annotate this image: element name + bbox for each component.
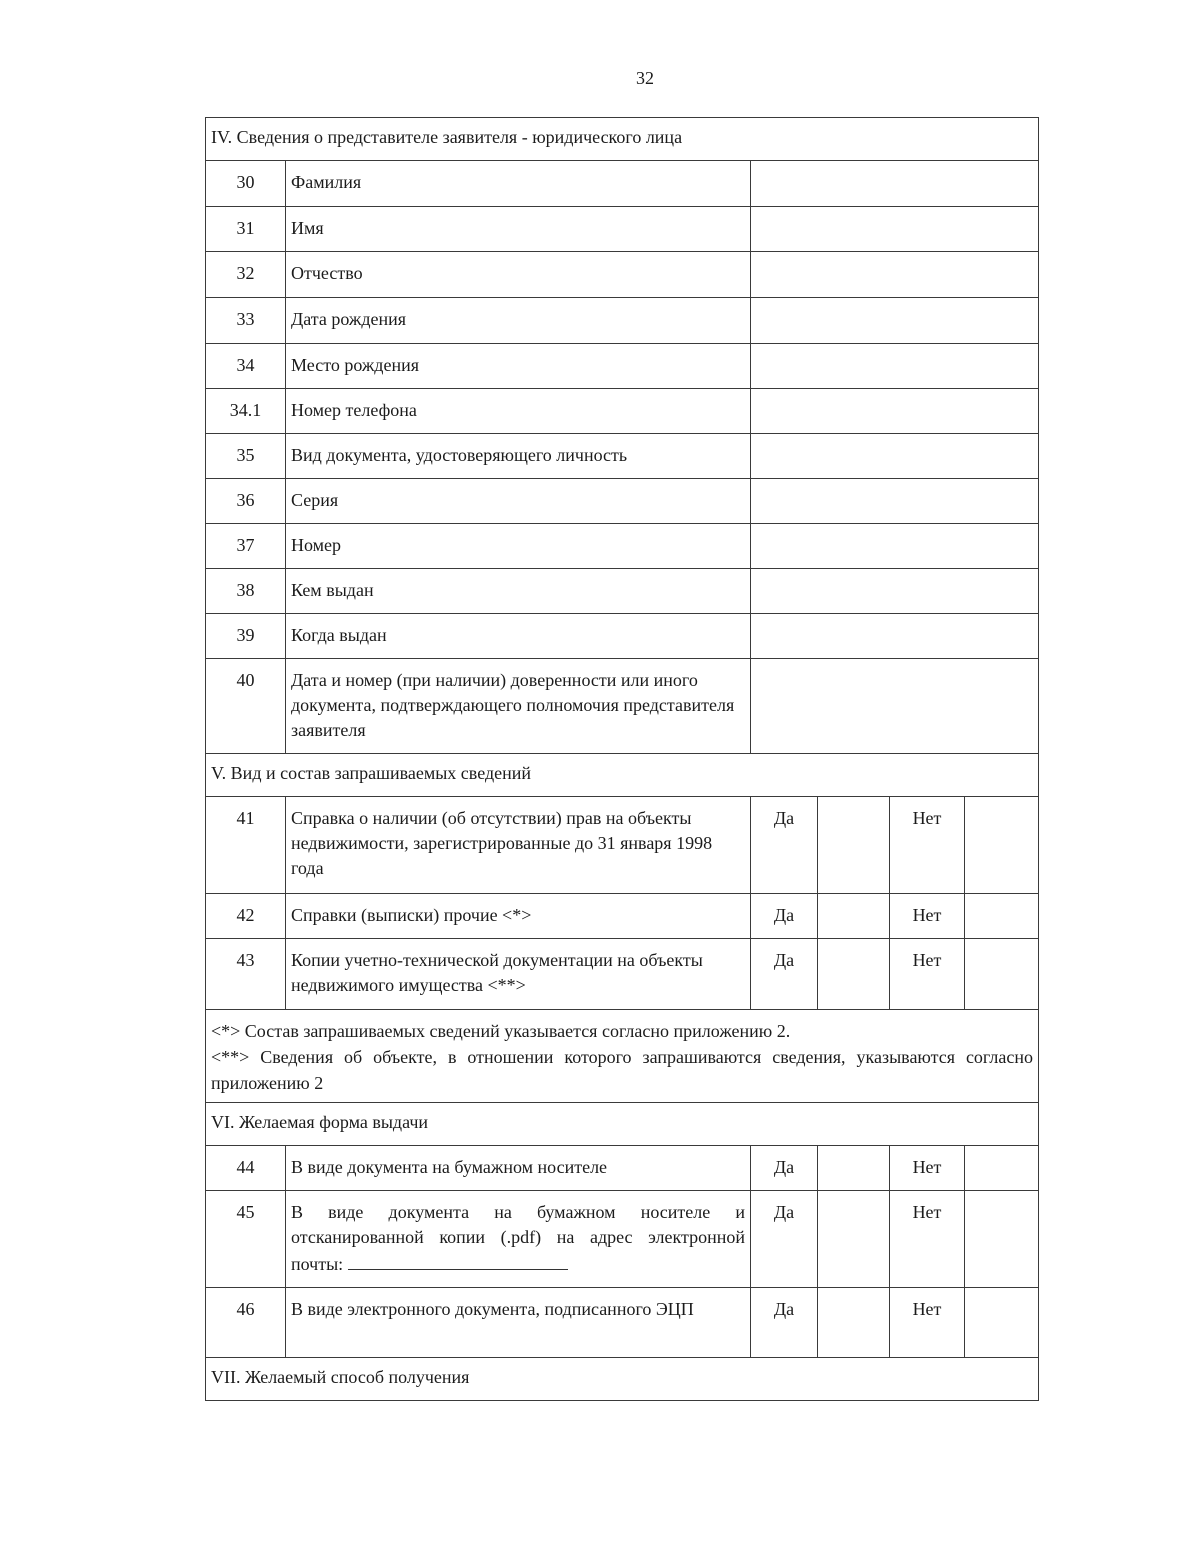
row-number: 30 xyxy=(206,161,286,207)
table-row xyxy=(206,207,1039,252)
no-label: Нет xyxy=(890,797,965,894)
yes-checkbox-cell[interactable] xyxy=(818,1191,890,1288)
yes-checkbox-cell[interactable] xyxy=(818,894,890,939)
row-label: Серия xyxy=(286,479,751,524)
value-field-series[interactable] xyxy=(751,479,1039,524)
yes-label: Да xyxy=(751,939,818,1010)
row-number: 38 xyxy=(206,569,286,614)
table-row xyxy=(206,1191,1039,1288)
row-number: 45 xyxy=(206,1191,286,1288)
footnotes xyxy=(206,1010,1039,1103)
row-label: Номер xyxy=(286,524,751,569)
row-number: 39 xyxy=(206,614,286,659)
section-vii-title: VII. Желаемый способ получения xyxy=(206,1358,1039,1401)
no-checkbox-cell[interactable] xyxy=(965,1146,1039,1191)
no-label: Нет xyxy=(890,1191,965,1288)
value-field-birth-date[interactable] xyxy=(751,298,1039,344)
row-label: Копии учетно-технической документации на объекты недвижимого имущества <**> xyxy=(286,939,751,1010)
yes-checkbox-cell[interactable] xyxy=(818,1146,890,1191)
no-label: Нет xyxy=(890,894,965,939)
row-label: Кем выдан xyxy=(286,569,751,614)
row-label: Дата рождения xyxy=(286,298,751,344)
section-vi-title: VI. Желаемая форма выдачи xyxy=(206,1103,1039,1146)
row-number: 46 xyxy=(206,1288,286,1358)
table-row xyxy=(206,161,1039,207)
table-row xyxy=(206,434,1039,479)
table-row xyxy=(206,939,1039,1010)
row-label: Фамилия xyxy=(286,161,751,207)
table-row xyxy=(206,1288,1039,1358)
value-field-id-document-type[interactable] xyxy=(751,434,1039,479)
notes-row xyxy=(206,1010,1039,1103)
no-checkbox-cell[interactable] xyxy=(965,894,1039,939)
table-row xyxy=(206,298,1039,344)
no-label: Нет xyxy=(890,939,965,1010)
row-label: Имя xyxy=(286,207,751,252)
value-field-power-of-attorney[interactable] xyxy=(751,659,1039,754)
value-field-issued-by[interactable] xyxy=(751,569,1039,614)
row-label: Справки (выписки) прочие <*> xyxy=(286,894,751,939)
yes-checkbox-cell[interactable] xyxy=(818,1288,890,1358)
yes-label: Да xyxy=(751,894,818,939)
row-number: 36 xyxy=(206,479,286,524)
table-row xyxy=(206,659,1039,754)
table-row xyxy=(206,389,1039,434)
row-number: 33 xyxy=(206,298,286,344)
row-label: Справка о наличии (об отсутствии) прав на объекты недвижимости, зарегистрированные до 31 января 1998 года xyxy=(286,797,751,894)
value-field-phone[interactable] xyxy=(751,389,1039,434)
row-number: 32 xyxy=(206,252,286,298)
value-field-issue-date[interactable] xyxy=(751,614,1039,659)
row-label: Номер телефона xyxy=(286,389,751,434)
table-row xyxy=(206,479,1039,524)
yes-label: Да xyxy=(751,1146,818,1191)
yes-checkbox-cell[interactable] xyxy=(818,797,890,894)
row-number: 34 xyxy=(206,344,286,389)
table-row xyxy=(206,524,1039,569)
row-label: В виде электронного документа, подписанного ЭЦП xyxy=(286,1288,751,1358)
section-iv-title: IV. Сведения о представителе заявителя - юридического лица xyxy=(206,118,1039,161)
page-number: 32 xyxy=(636,68,654,88)
table-row xyxy=(206,797,1039,894)
section-header-row xyxy=(206,754,1039,797)
value-field-number[interactable] xyxy=(751,524,1039,569)
table-row xyxy=(206,569,1039,614)
section-header-row xyxy=(206,1103,1039,1146)
section-header-row xyxy=(206,1358,1039,1401)
yes-label: Да xyxy=(751,797,818,894)
footnote-1: <*> Состав запрашиваемых сведений указывается согласно приложению 2. xyxy=(211,1021,791,1041)
row-label: Отчество xyxy=(286,252,751,298)
row-number: 37 xyxy=(206,524,286,569)
row-label-email xyxy=(286,1191,751,1288)
row-number: 34.1 xyxy=(206,389,286,434)
row-label: В виде документа на бумажном носителе и отсканированной копии (.pdf) на адрес электронной почты: xyxy=(291,1202,745,1274)
value-field-name[interactable] xyxy=(751,207,1039,252)
footnote-2: <**> Сведения об объекте, в отношении которого запрашиваются сведения, указываются согласно приложению 2 xyxy=(211,1047,1033,1093)
row-label: Когда выдан xyxy=(286,614,751,659)
table-row xyxy=(206,614,1039,659)
no-checkbox-cell[interactable] xyxy=(965,1191,1039,1288)
value-field-patronymic[interactable] xyxy=(751,252,1039,298)
table-row xyxy=(206,252,1039,298)
table-row xyxy=(206,1146,1039,1191)
application-form-table xyxy=(205,117,1039,1401)
row-number: 35 xyxy=(206,434,286,479)
yes-checkbox-cell[interactable] xyxy=(818,939,890,1010)
row-number: 42 xyxy=(206,894,286,939)
row-number: 41 xyxy=(206,797,286,894)
table-row xyxy=(206,344,1039,389)
no-label: Нет xyxy=(890,1288,965,1358)
table-row xyxy=(206,894,1039,939)
row-number: 40 xyxy=(206,659,286,754)
no-label: Нет xyxy=(890,1146,965,1191)
row-number: 31 xyxy=(206,207,286,252)
yes-label: Да xyxy=(751,1288,818,1358)
email-input-line[interactable] xyxy=(348,1250,568,1270)
no-checkbox-cell[interactable] xyxy=(965,1288,1039,1358)
no-checkbox-cell[interactable] xyxy=(965,797,1039,894)
row-number: 43 xyxy=(206,939,286,1010)
row-number: 44 xyxy=(206,1146,286,1191)
yes-label: Да xyxy=(751,1191,818,1288)
row-label: Дата и номер (при наличии) доверенности или иного документа, подтверждающего полномочия представителя заявителя xyxy=(286,659,751,754)
row-label: В виде документа на бумажном носителе xyxy=(286,1146,751,1191)
section-v-title: V. Вид и состав запрашиваемых сведений xyxy=(206,754,1039,797)
row-label: Место рождения xyxy=(286,344,751,389)
row-label: Вид документа, удостоверяющего личность xyxy=(286,434,751,479)
value-field-birth-place[interactable] xyxy=(751,344,1039,389)
value-field-surname[interactable] xyxy=(751,161,1039,207)
section-header-row xyxy=(206,118,1039,161)
no-checkbox-cell[interactable] xyxy=(965,939,1039,1010)
